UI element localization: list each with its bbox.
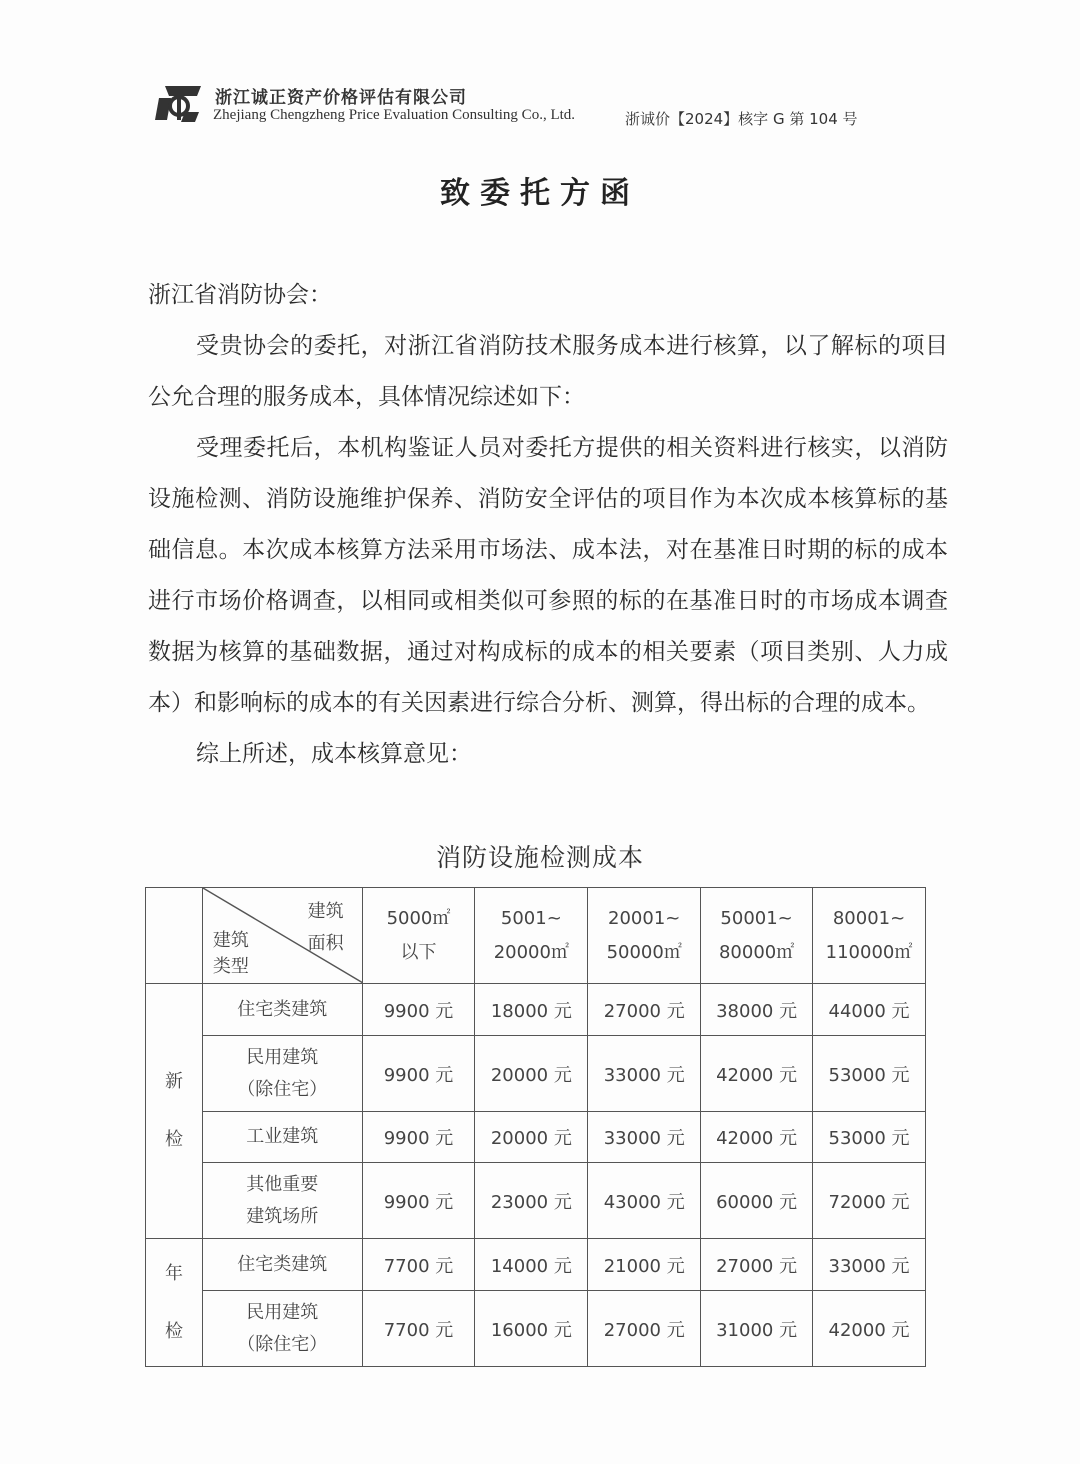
- letter-body: [148, 270, 948, 780]
- building-type-cell: [202, 1112, 362, 1163]
- cost-cell: 44000 元: [813, 984, 926, 1036]
- cost-cell: 27000 元: [588, 984, 701, 1036]
- cost-cell: 16000 元: [475, 1291, 588, 1367]
- building-type-line-1: 住宅类建筑: [237, 998, 328, 1020]
- col-header: [362, 888, 475, 984]
- col-header-line-1: 50001~: [720, 907, 793, 929]
- page-title: 致委托方函: [440, 176, 640, 211]
- col-header: [701, 888, 813, 984]
- cost-cell: 9900 元: [362, 1112, 475, 1163]
- diag-header-area: [308, 896, 344, 960]
- building-type-cell: [202, 1239, 362, 1291]
- document-number: 浙诚价【2024】核字 G 第 104 号: [625, 110, 858, 128]
- building-type-cell: [202, 984, 362, 1036]
- cost-cell: 27000 元: [701, 1239, 813, 1291]
- cost-cell: 14000 元: [475, 1239, 588, 1291]
- table-row: [146, 1036, 926, 1112]
- cost-cell: 42000 元: [813, 1291, 926, 1367]
- company-name-en: Zhejiang Chengzheng Price Evaluation Consulting Co., Ltd.: [213, 107, 576, 123]
- cost-cell: 7700 元: [362, 1291, 475, 1367]
- cost-cell: 72000 元: [813, 1163, 926, 1239]
- building-type-cell: [202, 1036, 362, 1112]
- cost-cell: 53000 元: [813, 1112, 926, 1163]
- diag-bot-line-2: 类型: [212, 956, 249, 977]
- table-row: [146, 1239, 926, 1291]
- building-type-line-1: 工业建筑: [246, 1126, 319, 1147]
- cost-cell: 42000 元: [701, 1036, 813, 1112]
- header-empty-cell: [146, 888, 203, 984]
- building-type-line-2: 建筑场所: [246, 1205, 319, 1227]
- building-type-line-1: 民用建筑: [246, 1046, 319, 1068]
- group-char-1: 新: [164, 1071, 183, 1092]
- group-char-2: 检: [164, 1129, 183, 1150]
- col-header: [813, 888, 926, 984]
- paragraph-1: 受贵协会的委托，对浙江省消防技术服务成本进行核算，以了解标的项目公允合理的服务成本，具体情况综述如下：: [148, 333, 948, 410]
- cost-cell: 9900 元: [362, 984, 475, 1036]
- col-header-line-2: 20000㎡: [493, 941, 569, 963]
- building-type-line-2: （除住宅）: [237, 1078, 328, 1100]
- group-cell-annual-inspection: [146, 1239, 203, 1367]
- cost-cell: 33000 元: [588, 1036, 701, 1112]
- cost-cell: 20000 元: [475, 1112, 588, 1163]
- cost-cell: 33000 元: [813, 1239, 926, 1291]
- cost-cell: 31000 元: [701, 1291, 813, 1367]
- group-char-2: 检: [164, 1320, 183, 1342]
- cost-cell: 21000 元: [588, 1239, 701, 1291]
- table-title: 消防设施检测成本: [435, 843, 644, 872]
- cost-cell: 60000 元: [701, 1163, 813, 1239]
- cost-cell: 9900 元: [362, 1163, 475, 1239]
- letterhead: [155, 80, 955, 130]
- company-logo-icon: [155, 84, 201, 124]
- diag-header-type: [213, 928, 249, 980]
- col-header: [588, 888, 701, 984]
- table-row: [146, 984, 926, 1036]
- paragraph-3: 综上所述，成本核算意见：: [196, 741, 472, 767]
- cost-cell: 27000 元: [588, 1291, 701, 1367]
- building-type-line-1: 住宅类建筑: [237, 1253, 328, 1275]
- col-header-line-2: 110000㎡: [825, 941, 913, 963]
- table-row: [146, 1112, 926, 1163]
- cost-cell: 7700 元: [362, 1239, 475, 1291]
- building-type-cell: [202, 1291, 362, 1367]
- building-type-line-1: 民用建筑: [246, 1301, 319, 1323]
- cost-cell: 42000 元: [701, 1112, 813, 1163]
- cost-cell: 18000 元: [475, 984, 588, 1036]
- col-header-line-2: 50000㎡: [606, 941, 682, 963]
- table-row: [146, 1291, 926, 1367]
- col-header-line-1: 5001~: [500, 907, 562, 929]
- diag-top-line-1: 建筑: [307, 901, 344, 922]
- cost-cell: 33000 元: [588, 1112, 701, 1163]
- diagonal-header-cell: [202, 888, 362, 984]
- paragraph-2: 受理委托后，本机构鉴证人员对委托方提供的相关资料进行核实，以消防设施检测、消防设施维护保养、消防安全评估的项目作为本次成本核算标的基础信息。本次成本核算方法采用市场法、成本法，对在基准日时期的标的成本进行市场价格调查，以相同或相类似可参照的标的在基准日时的市场成本调查数据为核算的基础数据，通过对构成标的成本的相关要素（项目类别、人力成本）和影响标的成本的有关因素进行综合分析、测算，得出标的合理的成本。: [148, 435, 948, 716]
- group-cell-new-inspection: [146, 984, 203, 1239]
- group-char-1: 年: [164, 1262, 183, 1284]
- cost-cell: 9900 元: [362, 1036, 475, 1112]
- cost-cell: 38000 元: [701, 984, 813, 1036]
- col-header-line-2: 以下: [400, 941, 437, 963]
- cost-table: [145, 887, 926, 1367]
- company-name-cn: 浙江诚正资产价格评估有限公司: [215, 88, 467, 108]
- col-header: [475, 888, 588, 984]
- col-header-line-1: 80001~: [832, 907, 906, 929]
- col-header-line-1: 20001~: [608, 907, 681, 929]
- table-row: [146, 1163, 926, 1239]
- col-header-line-1: 5000㎡: [386, 907, 451, 929]
- diag-top-line-2: 面积: [307, 933, 344, 954]
- diag-bot-line-1: 建筑: [212, 930, 249, 951]
- cost-cell: 20000 元: [475, 1036, 588, 1112]
- building-type-line-2: （除住宅）: [237, 1333, 328, 1355]
- building-type-cell: [202, 1163, 362, 1239]
- cost-cell: 53000 元: [813, 1036, 926, 1112]
- col-header-line-2: 80000㎡: [718, 941, 795, 963]
- salutation: 浙江省消防协会：: [148, 282, 332, 308]
- building-type-line-1: 其他重要: [246, 1173, 319, 1195]
- cost-cell: 43000 元: [588, 1163, 701, 1239]
- cost-cell: 23000 元: [475, 1163, 588, 1239]
